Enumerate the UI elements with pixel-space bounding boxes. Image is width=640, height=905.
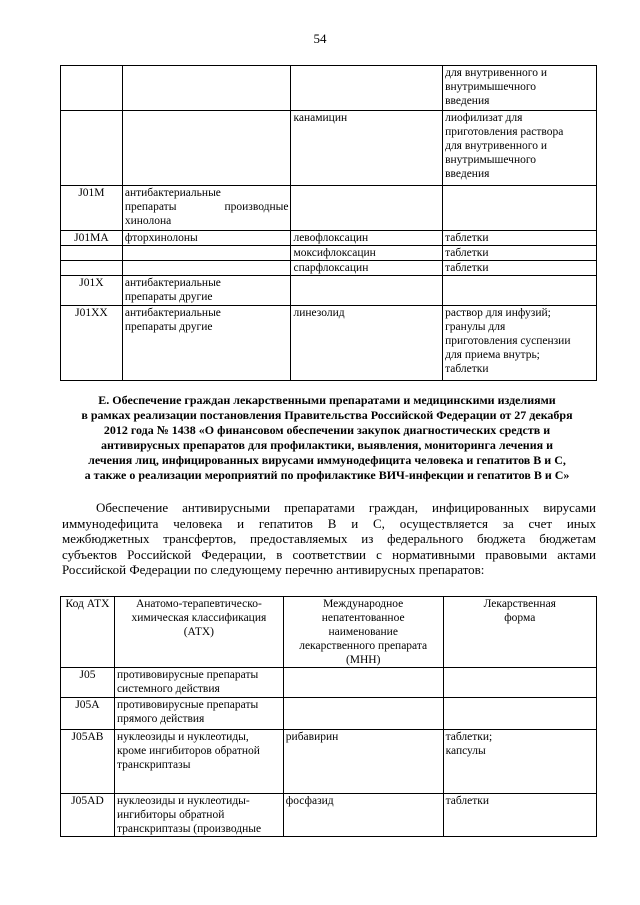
header-mnn [283, 597, 443, 668]
header-line: (АТХ) [183, 626, 215, 638]
classification-cell [122, 66, 291, 111]
classification-line: препараты производные [124, 201, 289, 213]
table-row [61, 306, 597, 381]
classification-line: хинолона [124, 215, 172, 227]
header-line: Код АТХ [65, 598, 110, 610]
classification-line: нуклеозиды и нуклеотиды, [116, 731, 249, 743]
section-title-line: лечения лиц, инфицированных вирусами иммунодефицита человека и гепатитов В и С, [88, 453, 566, 467]
header-form [443, 597, 596, 668]
section-title-line: 2012 года № 1438 «О финансовом обеспечении закупок диагностических средств и [103, 423, 551, 437]
mnn-cell [291, 66, 443, 111]
dosage-form-line: внутримышечного [445, 154, 537, 166]
header-classification [114, 597, 283, 668]
classification-line: ингибиторы обратной [116, 809, 225, 821]
mnn-cell [291, 231, 443, 246]
dosage-form-line: капсулы [445, 745, 486, 757]
paragraph-line: субъектов Российской Федерации, в соответствии с нормативными правовыми актами [62, 546, 596, 562]
classification-cell [114, 730, 283, 794]
mnn-cell [291, 111, 443, 186]
section-title-line: в рамках реализации постановления Правительства Российской Федерации от 27 декабря [81, 408, 573, 422]
table-header-row [61, 597, 597, 668]
section-title-line: антивирусных препаратов для профилактики, выявления, мониторинга лечения и [100, 438, 554, 452]
atc-code-cell: J01XX [61, 306, 123, 381]
mnn-cell [291, 186, 443, 231]
mnn-cell [283, 730, 443, 794]
dosage-form-cell [443, 698, 596, 730]
dosage-form-cell [443, 306, 597, 381]
paragraph-line: иммунодефицита человека и гепатитов В и С, осуществляется за счет иных [62, 515, 596, 531]
mnn-line: рибавирин [285, 731, 339, 743]
classification-line: нуклеозиды и нуклеотиды- [116, 795, 250, 807]
classification-line: транскриптазы [116, 759, 191, 771]
mnn-cell [291, 261, 443, 276]
header-line: непатентованное [321, 612, 405, 624]
atc-code-cell [61, 246, 123, 261]
table-row [61, 668, 597, 698]
drug-table-continued [60, 65, 597, 381]
atc-code-cell: J05 [61, 668, 115, 698]
dosage-form-cell [443, 111, 597, 186]
classification-cell [122, 111, 291, 186]
mnn-line: канамицин [293, 112, 348, 124]
classification-cell [114, 698, 283, 730]
dosage-form-cell [443, 730, 596, 794]
dosage-form-cell [443, 668, 596, 698]
atc-code-cell: J05AD [61, 794, 115, 837]
dosage-form-line: гранулы для [445, 321, 506, 333]
mnn-cell [283, 698, 443, 730]
header-line: Анатомо-терапевтическо- [135, 598, 262, 610]
header-line: Международное [323, 598, 404, 610]
header-line: форма [504, 612, 536, 624]
dosage-form-cell [443, 794, 596, 837]
dosage-form-cell [443, 276, 597, 306]
mnn-cell [291, 276, 443, 306]
table-row [61, 231, 597, 246]
atc-code-cell: J05A [61, 698, 115, 730]
atc-code-cell: J05AB [61, 730, 115, 794]
table-row [61, 698, 597, 730]
dosage-form-line: внутримышечного [445, 81, 537, 93]
header-line: химическая классификация [131, 612, 267, 624]
classification-line: кроме ингибиторов обратной [116, 745, 260, 757]
dosage-form-line: таблетки [445, 232, 489, 244]
dosage-form-line: приготовления суспензии [445, 335, 571, 347]
table-row [61, 66, 597, 111]
mnn-line: фосфазид [285, 795, 334, 807]
dosage-form-line: таблетки [445, 795, 490, 807]
classification-cell [114, 794, 283, 837]
paragraph-line: Обеспечение антивирусными препаратами граждан, инфицированных вирусами [96, 500, 596, 515]
atc-code-cell [61, 66, 123, 111]
dosage-form-line: приготовления раствора [445, 126, 564, 138]
atc-code-cell: J01MA [61, 231, 123, 246]
classification-line: прямого действия [116, 713, 205, 725]
mnn-line: спарфлоксацин [293, 262, 369, 274]
table-row [61, 186, 597, 231]
classification-line: препараты другие [124, 321, 213, 333]
classification-cell [122, 261, 291, 276]
dosage-form-line: раствор для инфузий; [445, 307, 551, 319]
classification-line: противовирусные препараты [116, 699, 259, 711]
header-line: Лекарственная [483, 598, 556, 610]
atc-code-cell: J01X [61, 276, 123, 306]
dosage-form-line: таблетки [445, 262, 489, 274]
intro-paragraph [62, 500, 596, 578]
header-line: (МНН) [345, 654, 381, 666]
atc-code-cell: J01M [61, 186, 123, 231]
antiviral-drug-table [60, 596, 597, 837]
classification-line: антибактериальные [124, 277, 221, 289]
table-row [61, 794, 597, 837]
table-row [61, 730, 597, 794]
header-line: лекарственного препарата [299, 640, 428, 652]
dosage-form-line: таблетки [445, 363, 489, 375]
classification-line: транскриптазы (производные [116, 823, 262, 835]
mnn-cell [291, 306, 443, 381]
dosage-form-line: введения [445, 168, 490, 180]
dosage-form-line: введения [445, 95, 490, 107]
classification-cell [114, 668, 283, 698]
table-row [61, 111, 597, 186]
classification-cell [122, 276, 291, 306]
dosage-form-line: для внутривенного и [445, 140, 547, 152]
mnn-line: моксифлоксацин [293, 247, 376, 259]
classification-line: фторхинолоны [124, 232, 198, 244]
classification-cell [122, 246, 291, 261]
section-title-e [62, 393, 592, 483]
mnn-line: линезолид [293, 307, 345, 319]
atc-code-cell [61, 261, 123, 276]
dosage-form-line: таблетки [445, 247, 489, 259]
classification-cell [122, 306, 291, 381]
classification-line: антибактериальные [124, 307, 221, 319]
dosage-form-cell [443, 246, 597, 261]
mnn-cell [283, 794, 443, 837]
classification-line: системного действия [116, 683, 220, 695]
header-line: наименование [328, 626, 398, 638]
mnn-cell [291, 246, 443, 261]
atc-code-cell [61, 111, 123, 186]
dosage-form-cell [443, 261, 597, 276]
dosage-form-line: таблетки; [445, 731, 493, 743]
classification-line: препараты другие [124, 291, 213, 303]
dosage-form-line: для внутривенного и [445, 67, 547, 79]
dosage-form-cell [443, 186, 597, 231]
mnn-cell [283, 668, 443, 698]
dosage-form-line: лиофилизат для [445, 112, 523, 124]
paragraph-line: Российской Федерации по следующему перечню антивирусных препаратов: [62, 562, 485, 577]
header-code [61, 597, 115, 668]
classification-line: противовирусные препараты [116, 669, 259, 681]
dosage-form-cell [443, 66, 597, 111]
section-title-line: а также о реализации мероприятий по профилактике ВИЧ-инфекции и гепатитов В и С» [84, 468, 570, 482]
dosage-form-line: для приема внутрь; [445, 349, 540, 361]
classification-cell [122, 186, 291, 231]
table-row [61, 246, 597, 261]
paragraph-line: межбюджетных трансфертов, предоставляемых из федерального бюджета бюджетам [62, 531, 596, 546]
table-row [61, 261, 597, 276]
mnn-line: левофлоксацин [293, 232, 369, 244]
dosage-form-cell [443, 231, 597, 246]
table-row [61, 276, 597, 306]
page-number: 54 [313, 31, 327, 46]
classification-line: антибактериальные [124, 187, 221, 199]
classification-cell [122, 231, 291, 246]
section-title-line: Е. Обеспечение граждан лекарственными препаратами и медицинскими изделиями [98, 393, 556, 407]
